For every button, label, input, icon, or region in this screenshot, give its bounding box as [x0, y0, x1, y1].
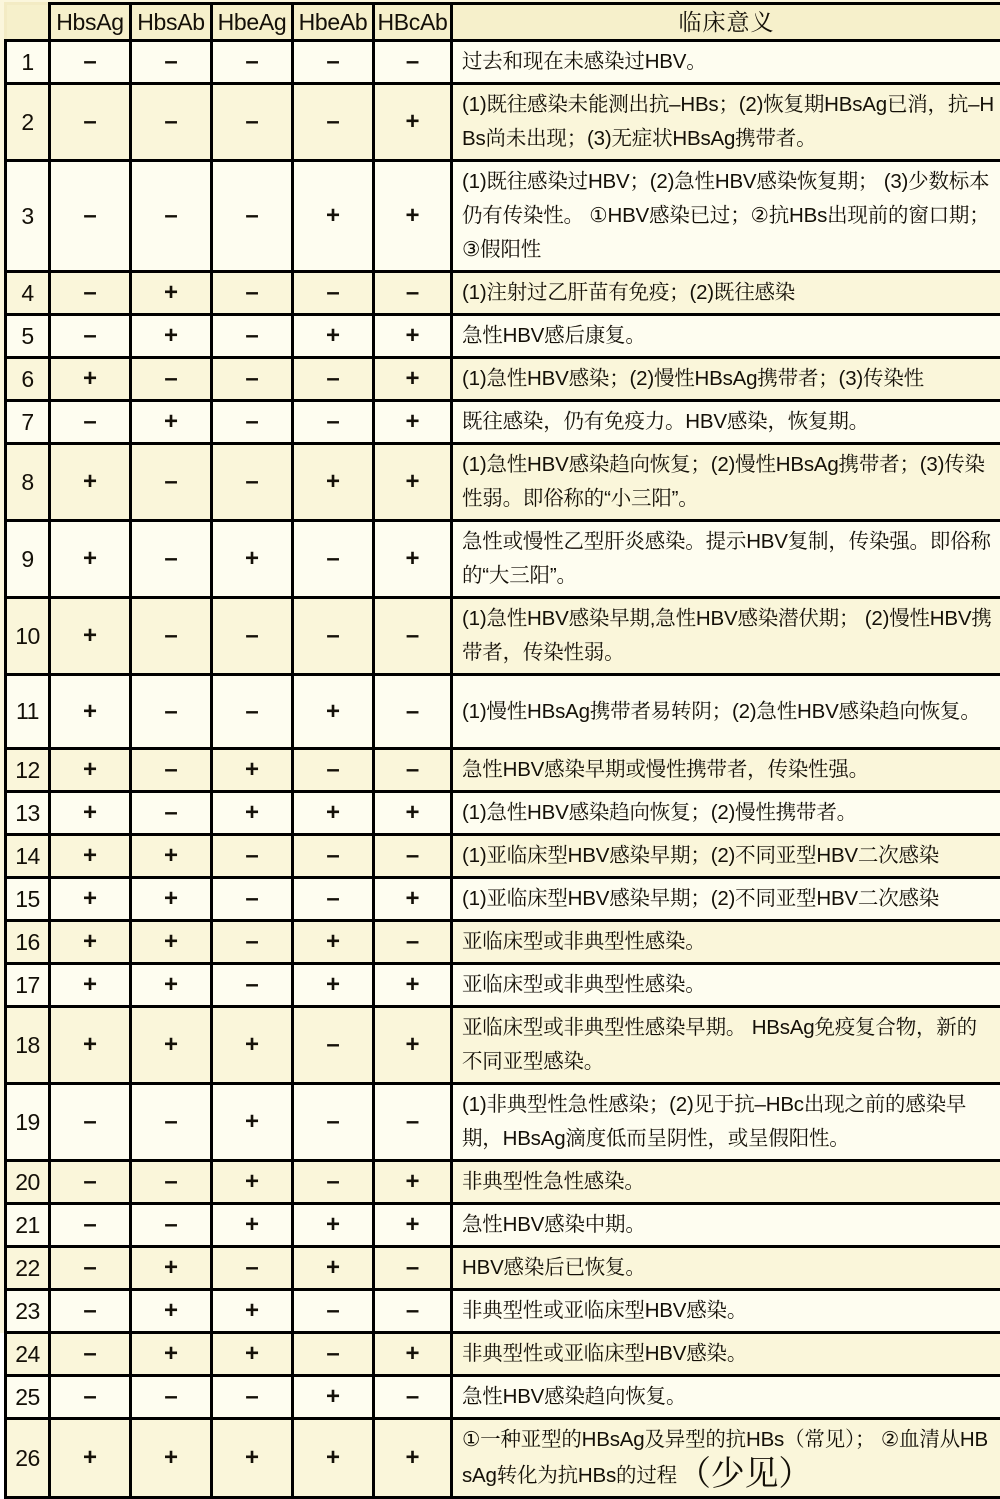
clinical-meaning-cell — [452, 1419, 1000, 1498]
table-row — [6, 1084, 1000, 1161]
marker-hbcab: – — [374, 1247, 452, 1290]
marker-hbeab: – — [293, 878, 374, 921]
row-index: 17 — [6, 964, 50, 1007]
row-index: 7 — [6, 401, 50, 444]
marker-hbeag: – — [212, 675, 293, 749]
marker-hbeag: + — [212, 1007, 293, 1084]
marker-hbeag: + — [212, 1290, 293, 1333]
row-index: 9 — [6, 521, 50, 598]
header-marker-hbeag: HbeAg — [212, 4, 293, 41]
table-header — [6, 4, 1000, 41]
header-index — [6, 4, 50, 41]
clinical-meaning-cell: (1)既往感染未能测出抗–HBs；(2)恢复期HBsAg已消，抗–HBs尚未出现；(3)无症状HBsAg携带者。 — [452, 84, 1000, 161]
marker-hbsab: – — [131, 1161, 212, 1204]
table-row — [6, 1419, 1000, 1498]
marker-hbeab: – — [293, 84, 374, 161]
marker-hbsab: – — [131, 749, 212, 792]
marker-hbsag: + — [50, 598, 131, 675]
table-row — [6, 401, 1000, 444]
marker-hbsag: + — [50, 521, 131, 598]
marker-hbcab: + — [374, 444, 452, 521]
table-body — [6, 41, 1000, 1498]
marker-hbeag: + — [212, 1204, 293, 1247]
table-row — [6, 521, 1000, 598]
marker-hbsab: – — [131, 675, 212, 749]
marker-hbeab: – — [293, 358, 374, 401]
marker-hbeab: + — [293, 1204, 374, 1247]
table-row — [6, 878, 1000, 921]
table-row — [6, 792, 1000, 835]
row-index: 13 — [6, 792, 50, 835]
row-index: 3 — [6, 161, 50, 272]
marker-hbeag: + — [212, 521, 293, 598]
clinical-meaning-cell: (1)亚临床型HBV感染早期；(2)不同亚型HBV二次感染 — [452, 835, 1000, 878]
marker-hbeab: + — [293, 1419, 374, 1498]
table-row — [6, 1290, 1000, 1333]
row-index: 2 — [6, 84, 50, 161]
row-index: 4 — [6, 272, 50, 315]
marker-hbsab: – — [131, 1376, 212, 1419]
clinical-meaning-cell: 非典型性急性感染。 — [452, 1161, 1000, 1204]
marker-hbcab: + — [374, 1333, 452, 1376]
clinical-meaning-cell: 过去和现在未感染过HBV。 — [452, 41, 1000, 84]
table-row — [6, 272, 1000, 315]
table-row — [6, 598, 1000, 675]
table-row — [6, 1376, 1000, 1419]
marker-hbsab: – — [131, 84, 212, 161]
marker-hbeab: + — [293, 1376, 374, 1419]
clinical-meaning-cell: (1)非典型性急性感染；(2)见于抗–HBc出现之前的感染早期，HBsAg滴度低而呈阴性，或呈假阳性。 — [452, 1084, 1000, 1161]
row-index: 12 — [6, 749, 50, 792]
marker-hbcab: + — [374, 792, 452, 835]
clinical-meaning-cell: 急性HBV感后康复。 — [452, 315, 1000, 358]
row-index: 26 — [6, 1419, 50, 1498]
marker-hbeab: – — [293, 401, 374, 444]
clinical-meaning-cell: 非典型性或亚临床型HBV感染。 — [452, 1333, 1000, 1376]
marker-hbcab: + — [374, 161, 452, 272]
row-index: 11 — [6, 675, 50, 749]
marker-hbsag: – — [50, 1376, 131, 1419]
table-row — [6, 161, 1000, 272]
marker-hbcab: – — [374, 272, 452, 315]
clinical-meaning-cell: HBV感染后已恢复。 — [452, 1247, 1000, 1290]
marker-hbsab: – — [131, 1204, 212, 1247]
marker-hbsab: + — [131, 315, 212, 358]
marker-hbeag: – — [212, 964, 293, 1007]
row-index: 18 — [6, 1007, 50, 1084]
marker-hbsab: – — [131, 1084, 212, 1161]
marker-hbeab: + — [293, 444, 374, 521]
marker-hbsag: – — [50, 1161, 131, 1204]
marker-hbsab: + — [131, 1007, 212, 1084]
clinical-meaning-text: ①一种亚型的HBsAg及异型的抗HBs（常见）； ②血清从HBsAg转化为抗HBs的过程 — [462, 1428, 988, 1487]
marker-hbeab: + — [293, 161, 374, 272]
marker-hbcab: – — [374, 1376, 452, 1419]
marker-hbeab: + — [293, 921, 374, 964]
marker-hbcab: + — [374, 521, 452, 598]
table-row — [6, 315, 1000, 358]
marker-hbeab: – — [293, 1290, 374, 1333]
marker-hbeag: + — [212, 1161, 293, 1204]
marker-hbeab: + — [293, 964, 374, 1007]
marker-hbsab: – — [131, 41, 212, 84]
clinical-meaning-cell: (1)既往感染过HBV；(2)急性HBV感染恢复期； (3)少数标本仍有传染性。 ①HBV感染已过；②抗HBs出现前的窗口期；③假阳性 — [452, 161, 1000, 272]
table-row — [6, 358, 1000, 401]
marker-hbsag: + — [50, 1007, 131, 1084]
clinical-meaning-cell: 急性或慢性乙型肝炎感染。提示HBV复制，传染强。即俗称的“大三阳”。 — [452, 521, 1000, 598]
marker-hbcab: + — [374, 1419, 452, 1498]
header-marker-hbsab: HbsAb — [131, 4, 212, 41]
marker-hbeag: – — [212, 835, 293, 878]
marker-hbcab: + — [374, 1161, 452, 1204]
marker-hbsag: – — [50, 315, 131, 358]
marker-hbeab: – — [293, 598, 374, 675]
row-index: 5 — [6, 315, 50, 358]
marker-hbeag: – — [212, 358, 293, 401]
table-row — [6, 41, 1000, 84]
header-marker-hbsag: HbsAg — [50, 4, 131, 41]
marker-hbsag: + — [50, 921, 131, 964]
table-row — [6, 964, 1000, 1007]
marker-hbsag: + — [50, 444, 131, 521]
marker-hbeab: – — [293, 1007, 374, 1084]
marker-hbeab: + — [293, 675, 374, 749]
table-row — [6, 1007, 1000, 1084]
marker-hbeag: – — [212, 401, 293, 444]
marker-hbsag: – — [50, 84, 131, 161]
marker-hbsab: + — [131, 835, 212, 878]
clinical-meaning-cell: (1)急性HBV感染早期,急性HBV感染潜伏期； (2)慢性HBV携带者，传染性弱。 — [452, 598, 1000, 675]
marker-hbeag: + — [212, 1084, 293, 1161]
marker-hbsab: + — [131, 1290, 212, 1333]
row-index: 14 — [6, 835, 50, 878]
marker-hbsag: – — [50, 1204, 131, 1247]
marker-hbsag: – — [50, 1084, 131, 1161]
marker-hbeab: + — [293, 315, 374, 358]
marker-hbeab: + — [293, 792, 374, 835]
row-index: 23 — [6, 1290, 50, 1333]
marker-hbeab: – — [293, 1333, 374, 1376]
marker-hbsab: + — [131, 401, 212, 444]
marker-hbeag: – — [212, 1376, 293, 1419]
marker-hbeag: – — [212, 921, 293, 964]
marker-hbeag: – — [212, 41, 293, 84]
marker-hbeab: – — [293, 521, 374, 598]
marker-hbcab: – — [374, 598, 452, 675]
marker-hbeag: – — [212, 84, 293, 161]
clinical-meaning-emphasis: （少见） — [677, 1455, 812, 1493]
marker-hbcab: + — [374, 358, 452, 401]
marker-hbeag: + — [212, 749, 293, 792]
clinical-meaning-cell: (1)亚临床型HBV感染早期；(2)不同亚型HBV二次感染 — [452, 878, 1000, 921]
marker-hbeab: – — [293, 272, 374, 315]
marker-hbeag: – — [212, 272, 293, 315]
clinical-meaning-cell: 急性HBV感染中期。 — [452, 1204, 1000, 1247]
marker-hbsab: + — [131, 878, 212, 921]
marker-hbsab: + — [131, 921, 212, 964]
clinical-meaning-cell: 亚临床型或非典型性感染早期。 HBsAg免疫复合物，新的不同亚型感染。 — [452, 1007, 1000, 1084]
header-marker-hbeab: HbeAb — [293, 4, 374, 41]
marker-hbsab: – — [131, 444, 212, 521]
table-row — [6, 444, 1000, 521]
row-index: 21 — [6, 1204, 50, 1247]
clinical-meaning-cell: 亚临床型或非典型性感染。 — [452, 921, 1000, 964]
row-index: 10 — [6, 598, 50, 675]
marker-hbeab: – — [293, 1161, 374, 1204]
marker-hbsab: + — [131, 1247, 212, 1290]
marker-hbsab: – — [131, 358, 212, 401]
table-row — [6, 835, 1000, 878]
row-index: 8 — [6, 444, 50, 521]
row-index: 25 — [6, 1376, 50, 1419]
marker-hbeag: – — [212, 1247, 293, 1290]
marker-hbsag: – — [50, 272, 131, 315]
marker-hbsab: – — [131, 161, 212, 272]
hbv-serology-table — [4, 2, 1000, 1499]
row-index: 1 — [6, 41, 50, 84]
marker-hbeab: – — [293, 41, 374, 84]
marker-hbcab: + — [374, 964, 452, 1007]
marker-hbeag: – — [212, 878, 293, 921]
clinical-meaning-cell: (1)急性HBV感染趋向恢复；(2)慢性HBsAg携带者；(3)传染性弱。即俗称的“小三阳”。 — [452, 444, 1000, 521]
marker-hbeab: – — [293, 749, 374, 792]
row-index: 15 — [6, 878, 50, 921]
clinical-meaning-cell: 既往感染，仍有免疫力。HBV感染，恢复期。 — [452, 401, 1000, 444]
row-index: 16 — [6, 921, 50, 964]
marker-hbsag: – — [50, 401, 131, 444]
marker-hbsag: + — [50, 792, 131, 835]
clinical-meaning-cell: (1)注射过乙肝苗有免疫；(2)既往感染 — [452, 272, 1000, 315]
marker-hbcab: + — [374, 401, 452, 444]
marker-hbsab: – — [131, 598, 212, 675]
marker-hbsag: + — [50, 749, 131, 792]
marker-hbeab: + — [293, 1247, 374, 1290]
marker-hbcab: + — [374, 878, 452, 921]
marker-hbeag: – — [212, 161, 293, 272]
header-clinical-meaning: 临床意义 — [452, 4, 1000, 41]
row-index: 19 — [6, 1084, 50, 1161]
marker-hbcab: – — [374, 675, 452, 749]
marker-hbcab: – — [374, 749, 452, 792]
marker-hbsag: + — [50, 358, 131, 401]
marker-hbeag: – — [212, 444, 293, 521]
table-row — [6, 921, 1000, 964]
marker-hbeag: – — [212, 598, 293, 675]
marker-hbsab: – — [131, 792, 212, 835]
table-row — [6, 1204, 1000, 1247]
table-row — [6, 1247, 1000, 1290]
marker-hbsag: + — [50, 675, 131, 749]
marker-hbeab: – — [293, 835, 374, 878]
marker-hbsag: – — [50, 161, 131, 272]
marker-hbsab: + — [131, 1333, 212, 1376]
table-row — [6, 84, 1000, 161]
row-index: 6 — [6, 358, 50, 401]
row-index: 22 — [6, 1247, 50, 1290]
header-row — [6, 4, 1000, 41]
row-index: 20 — [6, 1161, 50, 1204]
marker-hbcab: + — [374, 1007, 452, 1084]
marker-hbcab: – — [374, 41, 452, 84]
marker-hbsag: + — [50, 1419, 131, 1498]
marker-hbsag: + — [50, 964, 131, 1007]
marker-hbsab: + — [131, 272, 212, 315]
marker-hbsag: – — [50, 1290, 131, 1333]
marker-hbcab: – — [374, 1290, 452, 1333]
row-index: 24 — [6, 1333, 50, 1376]
clinical-meaning-cell: (1)慢性HBsAg携带者易转阴；(2)急性HBV感染趋向恢复。 — [452, 675, 1000, 749]
marker-hbeag: + — [212, 792, 293, 835]
header-marker-hbcab: HBcAb — [374, 4, 452, 41]
marker-hbcab: + — [374, 315, 452, 358]
clinical-meaning-cell: 非典型性或亚临床型HBV感染。 — [452, 1290, 1000, 1333]
marker-hbsag: + — [50, 835, 131, 878]
marker-hbcab: – — [374, 1084, 452, 1161]
marker-hbsag: – — [50, 1333, 131, 1376]
marker-hbsag: + — [50, 878, 131, 921]
marker-hbeab: – — [293, 1084, 374, 1161]
marker-hbsab: – — [131, 521, 212, 598]
table-row — [6, 675, 1000, 749]
clinical-meaning-cell: (1)急性HBV感染；(2)慢性HBsAg携带者；(3)传染性 — [452, 358, 1000, 401]
marker-hbsab: + — [131, 964, 212, 1007]
marker-hbcab: + — [374, 84, 452, 161]
marker-hbeag: + — [212, 1419, 293, 1498]
table-row — [6, 749, 1000, 792]
marker-hbcab: – — [374, 835, 452, 878]
marker-hbsab: + — [131, 1419, 212, 1498]
clinical-meaning-cell: 急性HBV感染早期或慢性携带者，传染性强。 — [452, 749, 1000, 792]
marker-hbcab: – — [374, 921, 452, 964]
marker-hbeag: + — [212, 1333, 293, 1376]
marker-hbeag: – — [212, 315, 293, 358]
clinical-meaning-cell: 亚临床型或非典型性感染。 — [452, 964, 1000, 1007]
marker-hbsag: – — [50, 41, 131, 84]
table-row — [6, 1161, 1000, 1204]
marker-hbcab: + — [374, 1204, 452, 1247]
clinical-meaning-cell: 急性HBV感染趋向恢复。 — [452, 1376, 1000, 1419]
clinical-meaning-cell: (1)急性HBV感染趋向恢复；(2)慢性携带者。 — [452, 792, 1000, 835]
marker-hbsag: – — [50, 1247, 131, 1290]
table-row — [6, 1333, 1000, 1376]
